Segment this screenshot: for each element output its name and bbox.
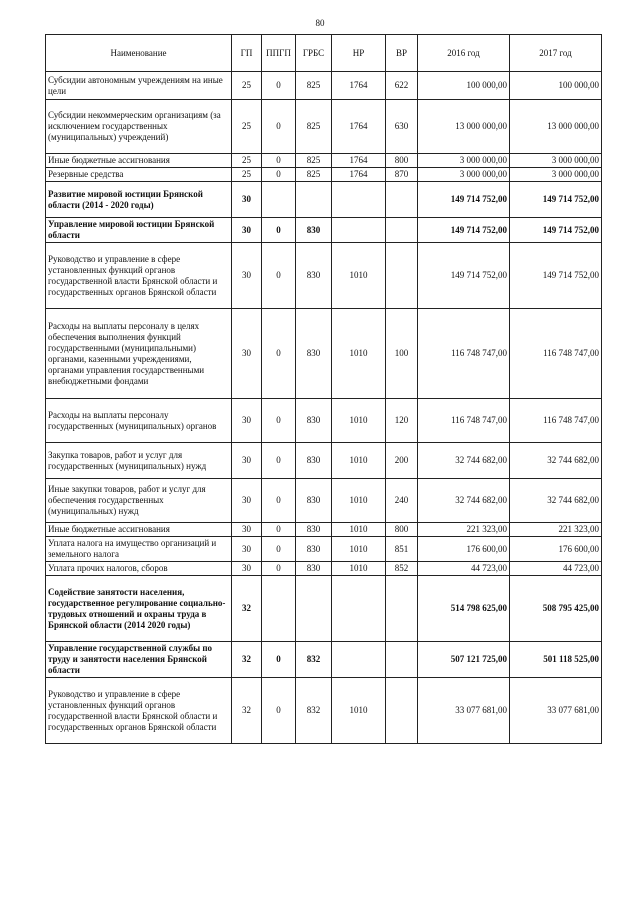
row-name-cell: Иные бюджетные ассигнования bbox=[46, 523, 232, 537]
row-grbs-cell: 825 bbox=[296, 154, 332, 168]
row-gp-cell: 30 bbox=[232, 562, 262, 576]
column-header-name: Наименование bbox=[46, 35, 232, 72]
row-grbs-cell: 830 bbox=[296, 218, 332, 243]
table-row bbox=[46, 642, 602, 678]
row-ppgp-cell: 0 bbox=[262, 562, 296, 576]
row-gp-cell: 30 bbox=[232, 443, 262, 479]
row-ppgp-cell: 0 bbox=[262, 154, 296, 168]
row-vr-cell bbox=[386, 243, 418, 309]
row-nr-cell: 1010 bbox=[332, 537, 386, 562]
row-vr-cell bbox=[386, 218, 418, 243]
row-vr-cell bbox=[386, 576, 418, 642]
row-name-cell: Управление мировой юстиции Брянской области bbox=[46, 218, 232, 243]
row-2016-amount-cell: 507 121 725,00 bbox=[418, 642, 510, 678]
row-2017-amount-cell: 149 714 752,00 bbox=[510, 182, 602, 218]
row-grbs-cell: 830 bbox=[296, 443, 332, 479]
row-nr-cell: 1010 bbox=[332, 562, 386, 576]
table-row bbox=[46, 154, 602, 168]
column-header-2016: 2016 год bbox=[418, 35, 510, 72]
row-name-cell: Расходы на выплаты персоналу государственных (муниципальных) органов bbox=[46, 399, 232, 443]
row-2016-amount-cell: 116 748 747,00 bbox=[418, 399, 510, 443]
row-2016-amount-cell: 149 714 752,00 bbox=[418, 218, 510, 243]
row-grbs-cell: 825 bbox=[296, 72, 332, 100]
row-nr-cell bbox=[332, 218, 386, 243]
row-gp-cell: 25 bbox=[232, 72, 262, 100]
row-name-cell: Закупка товаров, работ и услуг для государственных (муниципальных) нужд bbox=[46, 443, 232, 479]
row-name-cell: Уплата налога на имущество организаций и земельного налога bbox=[46, 537, 232, 562]
row-2016-amount-cell: 32 744 682,00 bbox=[418, 479, 510, 523]
row-2016-amount-cell: 32 744 682,00 bbox=[418, 443, 510, 479]
row-gp-cell: 25 bbox=[232, 168, 262, 182]
page-number: 80 bbox=[315, 18, 325, 28]
row-nr-cell: 1764 bbox=[332, 72, 386, 100]
table-row bbox=[46, 309, 602, 399]
row-gp-cell: 32 bbox=[232, 576, 262, 642]
row-ppgp-cell: 0 bbox=[262, 218, 296, 243]
row-2016-amount-cell: 3 000 000,00 bbox=[418, 168, 510, 182]
row-grbs-cell: 825 bbox=[296, 168, 332, 182]
row-name-cell: Содействие занятости населения, государственное регулирование социально-трудовых отношений и охраны труда в Брянской области (2014 2020 годы) bbox=[46, 576, 232, 642]
row-vr-cell: 800 bbox=[386, 154, 418, 168]
row-ppgp-cell: 0 bbox=[262, 168, 296, 182]
row-2016-amount-cell: 149 714 752,00 bbox=[418, 182, 510, 218]
row-grbs-cell: 830 bbox=[296, 562, 332, 576]
row-ppgp-cell bbox=[262, 182, 296, 218]
row-2017-amount-cell: 100 000,00 bbox=[510, 72, 602, 100]
row-2016-amount-cell: 221 323,00 bbox=[418, 523, 510, 537]
table-row bbox=[46, 443, 602, 479]
row-ppgp-cell: 0 bbox=[262, 100, 296, 154]
row-nr-cell bbox=[332, 576, 386, 642]
row-2017-amount-cell: 116 748 747,00 bbox=[510, 399, 602, 443]
row-2017-amount-cell: 33 077 681,00 bbox=[510, 678, 602, 744]
row-2017-amount-cell: 32 744 682,00 bbox=[510, 443, 602, 479]
row-nr-cell: 1010 bbox=[332, 243, 386, 309]
row-nr-cell: 1764 bbox=[332, 168, 386, 182]
row-ppgp-cell: 0 bbox=[262, 678, 296, 744]
row-name-cell: Развитие мировой юстиции Брянской области (2014 - 2020 годы) bbox=[46, 182, 232, 218]
row-2017-amount-cell: 13 000 000,00 bbox=[510, 100, 602, 154]
budget-table bbox=[45, 34, 602, 744]
table-row bbox=[46, 678, 602, 744]
row-vr-cell: 120 bbox=[386, 399, 418, 443]
row-gp-cell: 30 bbox=[232, 537, 262, 562]
table-row bbox=[46, 523, 602, 537]
row-gp-cell: 30 bbox=[232, 243, 262, 309]
row-name-cell: Расходы на выплаты персоналу в целях обеспечения выполнения функций государственными (муниципальными) органами, казенными учреждениями, органами управления государственными внебюджетными фондами bbox=[46, 309, 232, 399]
row-grbs-cell: 825 bbox=[296, 100, 332, 154]
row-ppgp-cell: 0 bbox=[262, 399, 296, 443]
table-row bbox=[46, 399, 602, 443]
row-ppgp-cell: 0 bbox=[262, 243, 296, 309]
row-gp-cell: 30 bbox=[232, 309, 262, 399]
row-gp-cell: 30 bbox=[232, 182, 262, 218]
row-ppgp-cell: 0 bbox=[262, 537, 296, 562]
row-gp-cell: 30 bbox=[232, 218, 262, 243]
row-nr-cell bbox=[332, 642, 386, 678]
row-vr-cell: 630 bbox=[386, 100, 418, 154]
row-name-cell: Резервные средства bbox=[46, 168, 232, 182]
row-2017-amount-cell: 508 795 425,00 bbox=[510, 576, 602, 642]
row-nr-cell: 1764 bbox=[332, 100, 386, 154]
row-nr-cell: 1010 bbox=[332, 479, 386, 523]
table-row bbox=[46, 562, 602, 576]
row-2017-amount-cell: 44 723,00 bbox=[510, 562, 602, 576]
column-header-gp: ГП bbox=[232, 35, 262, 72]
row-2016-amount-cell: 3 000 000,00 bbox=[418, 154, 510, 168]
row-vr-cell bbox=[386, 678, 418, 744]
row-ppgp-cell: 0 bbox=[262, 309, 296, 399]
row-ppgp-cell: 0 bbox=[262, 72, 296, 100]
row-grbs-cell: 832 bbox=[296, 642, 332, 678]
row-ppgp-cell bbox=[262, 576, 296, 642]
row-2017-amount-cell: 3 000 000,00 bbox=[510, 168, 602, 182]
row-vr-cell: 870 bbox=[386, 168, 418, 182]
column-header-2017: 2017 год bbox=[510, 35, 602, 72]
row-2016-amount-cell: 514 798 625,00 bbox=[418, 576, 510, 642]
row-name-cell: Управление государственной службы по труду и занятости населения Брянской области bbox=[46, 642, 232, 678]
row-2017-amount-cell: 149 714 752,00 bbox=[510, 243, 602, 309]
row-grbs-cell: 830 bbox=[296, 537, 332, 562]
row-2017-amount-cell: 32 744 682,00 bbox=[510, 479, 602, 523]
table-row bbox=[46, 479, 602, 523]
row-nr-cell bbox=[332, 182, 386, 218]
row-nr-cell: 1010 bbox=[332, 309, 386, 399]
row-name-cell: Субсидии некоммерческим организациям (за исключением государственных (муниципальных) учреждений) bbox=[46, 100, 232, 154]
row-gp-cell: 25 bbox=[232, 154, 262, 168]
row-grbs-cell: 830 bbox=[296, 479, 332, 523]
row-vr-cell: 852 bbox=[386, 562, 418, 576]
row-vr-cell bbox=[386, 182, 418, 218]
row-2017-amount-cell: 221 323,00 bbox=[510, 523, 602, 537]
row-grbs-cell bbox=[296, 576, 332, 642]
row-2016-amount-cell: 149 714 752,00 bbox=[418, 243, 510, 309]
table-row bbox=[46, 243, 602, 309]
row-grbs-cell: 832 bbox=[296, 678, 332, 744]
row-2017-amount-cell: 176 600,00 bbox=[510, 537, 602, 562]
row-name-cell: Иные закупки товаров, работ и услуг для обеспечения государственных (муниципальных) нужд bbox=[46, 479, 232, 523]
row-2017-amount-cell: 501 118 525,00 bbox=[510, 642, 602, 678]
row-name-cell: Иные бюджетные ассигнования bbox=[46, 154, 232, 168]
table-row bbox=[46, 72, 602, 100]
row-nr-cell: 1010 bbox=[332, 678, 386, 744]
row-gp-cell: 25 bbox=[232, 100, 262, 154]
column-header-vr: ВР bbox=[386, 35, 418, 72]
row-2017-amount-cell: 149 714 752,00 bbox=[510, 218, 602, 243]
table-row bbox=[46, 168, 602, 182]
row-ppgp-cell: 0 bbox=[262, 443, 296, 479]
row-gp-cell: 30 bbox=[232, 523, 262, 537]
row-nr-cell: 1764 bbox=[332, 154, 386, 168]
row-name-cell: Уплата прочих налогов, сборов bbox=[46, 562, 232, 576]
row-vr-cell bbox=[386, 642, 418, 678]
row-2016-amount-cell: 44 723,00 bbox=[418, 562, 510, 576]
row-grbs-cell: 830 bbox=[296, 523, 332, 537]
row-vr-cell: 622 bbox=[386, 72, 418, 100]
column-header-grbs: ГРБС bbox=[296, 35, 332, 72]
row-vr-cell: 100 bbox=[386, 309, 418, 399]
row-grbs-cell: 830 bbox=[296, 399, 332, 443]
row-gp-cell: 32 bbox=[232, 642, 262, 678]
row-vr-cell: 200 bbox=[386, 443, 418, 479]
row-grbs-cell: 830 bbox=[296, 309, 332, 399]
row-ppgp-cell: 0 bbox=[262, 479, 296, 523]
table-row bbox=[46, 537, 602, 562]
table-row bbox=[46, 182, 602, 218]
row-2016-amount-cell: 13 000 000,00 bbox=[418, 100, 510, 154]
row-2016-amount-cell: 33 077 681,00 bbox=[418, 678, 510, 744]
row-gp-cell: 30 bbox=[232, 479, 262, 523]
table-row bbox=[46, 218, 602, 243]
row-gp-cell: 32 bbox=[232, 678, 262, 744]
row-gp-cell: 30 bbox=[232, 399, 262, 443]
column-header-nr: НР bbox=[332, 35, 386, 72]
row-ppgp-cell: 0 bbox=[262, 642, 296, 678]
table-body bbox=[46, 72, 602, 744]
row-2017-amount-cell: 116 748 747,00 bbox=[510, 309, 602, 399]
table-row bbox=[46, 576, 602, 642]
row-nr-cell: 1010 bbox=[332, 523, 386, 537]
row-name-cell: Руководство и управление в сфере установленных функций органов государственной власти Брянской области и государственных органов Брянской области bbox=[46, 243, 232, 309]
row-name-cell: Субсидии автономным учреждениям на иные цели bbox=[46, 72, 232, 100]
row-2016-amount-cell: 176 600,00 bbox=[418, 537, 510, 562]
row-ppgp-cell: 0 bbox=[262, 523, 296, 537]
table-header-row bbox=[46, 35, 602, 72]
row-vr-cell: 851 bbox=[386, 537, 418, 562]
row-nr-cell: 1010 bbox=[332, 443, 386, 479]
row-2016-amount-cell: 116 748 747,00 bbox=[418, 309, 510, 399]
row-nr-cell: 1010 bbox=[332, 399, 386, 443]
row-vr-cell: 800 bbox=[386, 523, 418, 537]
row-name-cell: Руководство и управление в сфере установленных функций органов государственной власти Брянской области и государственных органов Брянской области bbox=[46, 678, 232, 744]
column-header-ppgp: ППГП bbox=[262, 35, 296, 72]
table-row bbox=[46, 100, 602, 154]
row-2017-amount-cell: 3 000 000,00 bbox=[510, 154, 602, 168]
row-2016-amount-cell: 100 000,00 bbox=[418, 72, 510, 100]
row-vr-cell: 240 bbox=[386, 479, 418, 523]
row-grbs-cell: 830 bbox=[296, 243, 332, 309]
row-grbs-cell bbox=[296, 182, 332, 218]
